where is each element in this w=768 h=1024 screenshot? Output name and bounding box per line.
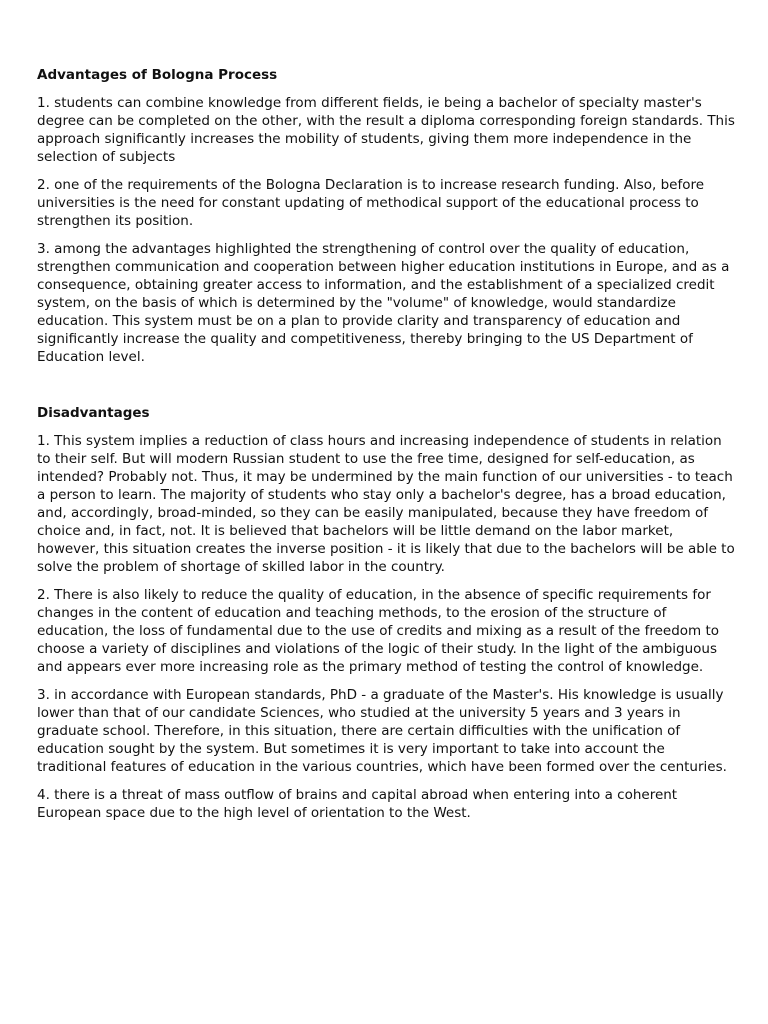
disadvantages-paragraph-3: 3. in accordance with European standards, PhD - a graduate of the Master's. His knowledge is usually lower than that of our candidate Sciences, who studied at the university 5 years and 3 years in graduate school. Therefore, in this situation, there are certain difficulties with the unification of education sought by the system. But sometimes it is very important to take into account the traditional features of education in the various countries, which have been formed over the centuries. bbox=[37, 687, 727, 775]
disadvantages-paragraph-2: 2. There is also likely to reduce the quality of education, in the absence of specific requirements for changes in the content of education and teaching methods, to the erosion of the structure of education, the loss of fundamental due to the use of credits and mixing as a result of the freedom to choose a variety of disciplines and violations of the logic of their study. In the light of the ambiguous and appears ever more increasing role as the primary method of testing the control of knowledge. bbox=[37, 587, 720, 675]
document-page bbox=[37, 66, 737, 832]
advantages-paragraph-2: 2. one of the requirements of the Bologna Declaration is to increase research funding. Also, before universities is the need for constant updating of methodical support of the educational process to strengthen its position. bbox=[37, 177, 705, 229]
advantages-paragraph-3: 3. among the advantages highlighted the strengthening of control over the quality of education, strengthen communication and cooperation between higher education institutions in Europe, and as a consequence, obtaining greater access to information, and the establishment of a specialized credit system, on the basis of which is determined by the "volume" of knowledge, would standardize education. This system must be on a plan to provide clarity and transparency of education and significantly increase the quality and competitiveness, thereby bringing to the US Department of Education level. bbox=[37, 241, 730, 365]
advantages-paragraph-1: 1. students can combine knowledge from different fields, ie being a bachelor of specialty master's degree can be completed on the other, with the result a diploma corresponding foreign standards. This approach significantly increases the mobility of students, giving them more independence in the selection of subjects bbox=[37, 95, 735, 165]
disadvantages-paragraph-4: 4. there is a threat of mass outflow of brains and capital abroad when entering into a coherent European space due to the high level of orientation to the West. bbox=[37, 787, 678, 821]
disadvantages-paragraph-1: 1. This system implies a reduction of class hours and increasing independence of students in relation to their self. But will modern Russian student to use the free time, designed for self-education, as intended? Probably not. Thus, it may be undermined by the main function of our universities - to teach a person to learn. The majority of students who stay only a bachelor's degree, has a broad education, and, accordingly, broad-minded, so they can be easily manipulated, because they have freedom of choice and, in fact, not. It is believed that bachelors will be little demand on the labor market, however, this situation creates the inverse position - it is likely that due to the bachelors will be able to solve the problem of shortage of skilled labor in the country. bbox=[37, 433, 735, 575]
disadvantages-heading: Disadvantages bbox=[37, 405, 150, 421]
advantages-heading: Advantages of Bologna Process bbox=[37, 67, 278, 83]
